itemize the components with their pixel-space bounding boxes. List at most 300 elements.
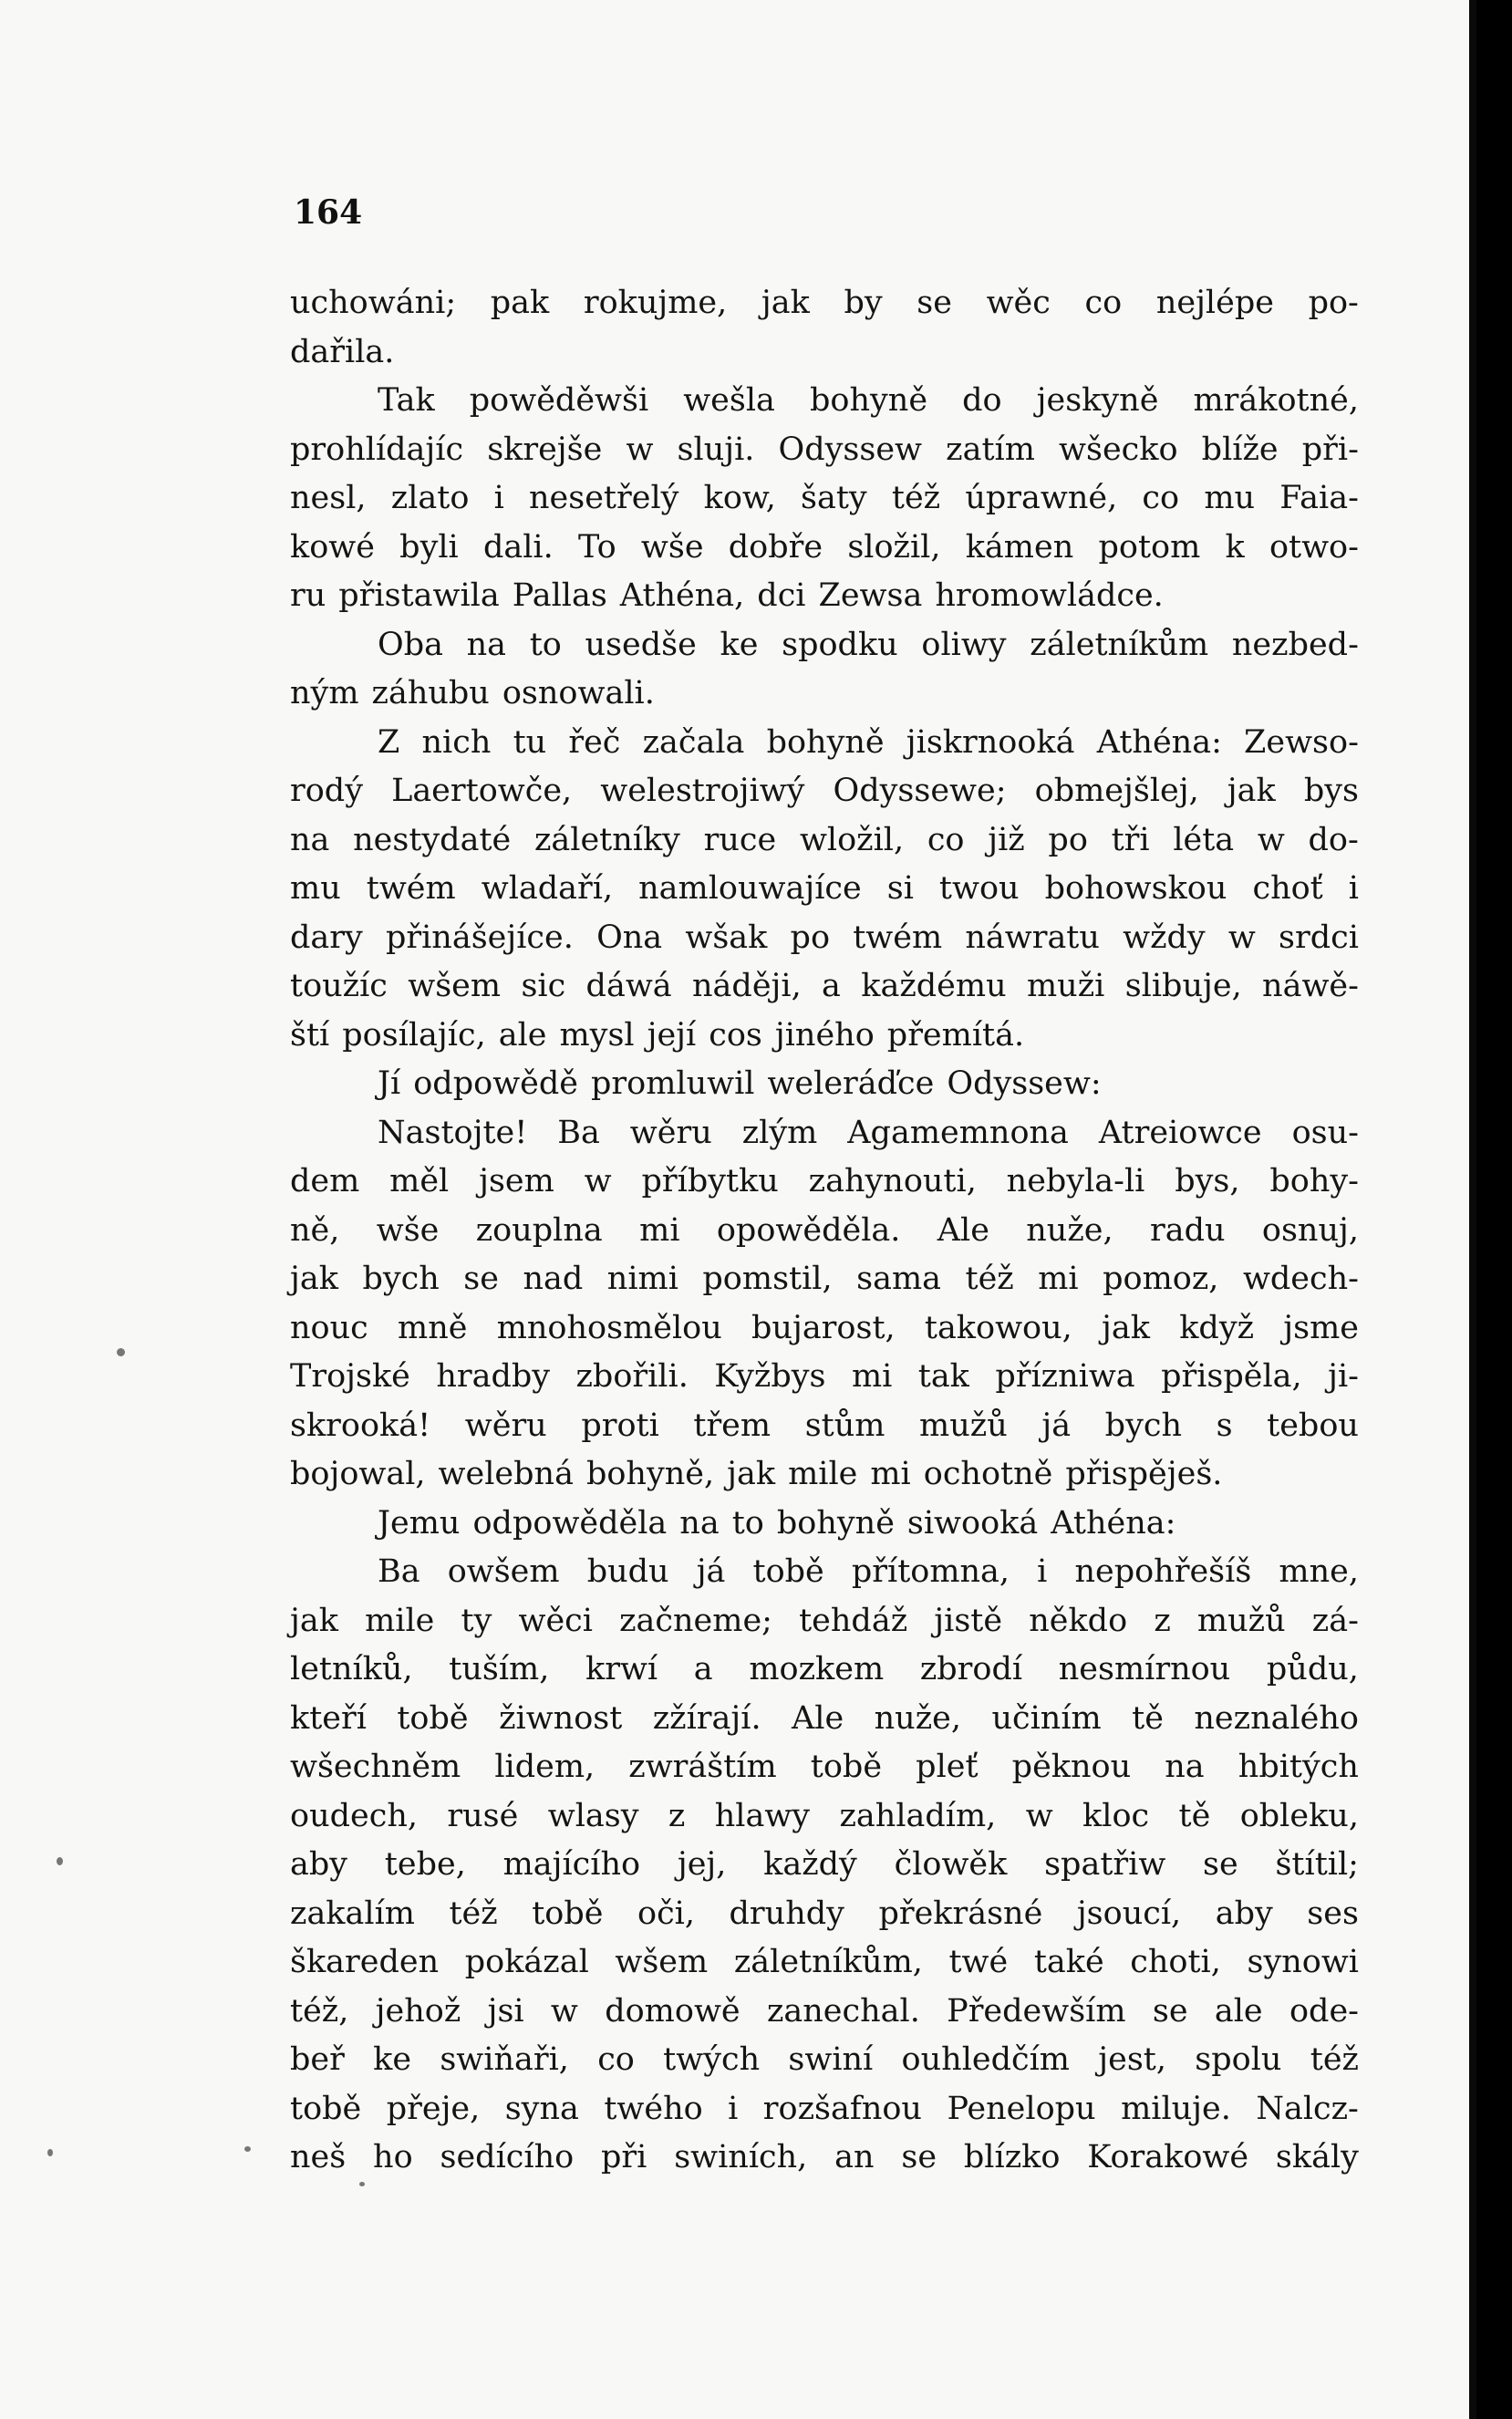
word: přispěješ. xyxy=(1065,1456,1223,1492)
word: owšem xyxy=(447,1553,560,1590)
word: ale xyxy=(1214,1992,1263,2030)
word: swiních, xyxy=(674,2139,808,2175)
word: stům xyxy=(804,1407,885,1444)
word: každý xyxy=(763,1846,857,1883)
word: bych xyxy=(362,1261,440,1297)
word: úprawné, xyxy=(965,480,1118,516)
word: při xyxy=(601,2139,647,2175)
word: skrooká! xyxy=(290,1407,431,1444)
word: na xyxy=(466,626,507,663)
word: bujarost, xyxy=(751,1309,896,1346)
word: jsi xyxy=(487,1992,524,2030)
word: ale xyxy=(498,1016,547,1054)
word: dáwá xyxy=(585,968,672,1004)
word: pomoz, xyxy=(1103,1261,1219,1297)
word: již xyxy=(988,821,1025,858)
word: Odyssew xyxy=(778,431,923,468)
text-line xyxy=(290,1743,1359,1792)
word: synowi xyxy=(1247,1944,1359,1980)
word: mu xyxy=(1204,480,1256,516)
word: sedícího xyxy=(440,2139,575,2175)
word: žiwnost xyxy=(499,1699,623,1737)
word: nesetřelý xyxy=(529,480,679,516)
text-line xyxy=(290,719,1359,768)
word: domowě xyxy=(605,1992,740,2030)
word: aby xyxy=(1215,1895,1273,1932)
word: přemítá. xyxy=(886,1016,1025,1054)
word: Korakowé xyxy=(1087,2139,1249,2175)
word: třem xyxy=(693,1407,772,1444)
text-line xyxy=(290,1695,1359,1744)
word: ru xyxy=(290,577,326,614)
word: sluji. xyxy=(677,431,755,468)
word: i xyxy=(1348,870,1359,907)
word: Kyžbys xyxy=(714,1358,826,1395)
word: ouhledčím xyxy=(901,2041,1070,2078)
word: učiním xyxy=(991,1699,1102,1737)
word: wěru xyxy=(629,1114,712,1151)
paper-speck xyxy=(57,1857,63,1865)
word: složil, xyxy=(847,528,941,566)
word: mrákotné, xyxy=(1193,382,1359,419)
text-line xyxy=(290,524,1359,573)
word: ští xyxy=(290,1016,330,1054)
word: se xyxy=(1152,1992,1188,2030)
word: někdo xyxy=(1029,1602,1128,1639)
word: zouplna xyxy=(475,1211,603,1249)
word: při- xyxy=(1301,431,1359,468)
word: se xyxy=(917,285,952,321)
word: její xyxy=(647,1016,697,1054)
word: Athéna: xyxy=(1096,723,1222,761)
word: Zewsa xyxy=(818,577,923,614)
word: mi xyxy=(851,1358,893,1395)
word: wše xyxy=(376,1211,440,1249)
word: tobě xyxy=(532,1895,604,1932)
word: nad xyxy=(523,1261,584,1297)
word: nuže, xyxy=(1026,1211,1113,1249)
word: jak xyxy=(1102,1309,1150,1346)
word: Oba xyxy=(378,626,443,663)
word: w xyxy=(550,1992,578,2030)
word: se xyxy=(463,1261,499,1297)
word: začala xyxy=(642,723,745,761)
word: wěru xyxy=(464,1407,547,1444)
word: mysl xyxy=(559,1016,635,1054)
word: spolu xyxy=(1195,2041,1282,2078)
word: promluwil xyxy=(590,1065,755,1102)
word: přinášejíce. xyxy=(385,919,574,956)
word: záletníkům, xyxy=(733,1944,923,1980)
word: usedše xyxy=(585,626,697,663)
word: Nastojte! xyxy=(378,1114,528,1151)
word: oči, xyxy=(637,1895,695,1932)
page-edge-rule xyxy=(1469,0,1476,2419)
word: toužíc xyxy=(290,968,388,1004)
word: otwo- xyxy=(1269,528,1359,566)
word: do- xyxy=(1308,821,1359,858)
word: též xyxy=(1310,2041,1359,2078)
word: jak xyxy=(290,1261,338,1297)
word: přeje, xyxy=(386,2090,481,2127)
word: Ona xyxy=(596,919,663,956)
word: tebe, xyxy=(384,1846,466,1883)
word: tuším, xyxy=(449,1651,550,1687)
word: an xyxy=(834,2139,875,2175)
text-line xyxy=(290,1938,1359,1988)
text-line xyxy=(290,1304,1359,1354)
text-line xyxy=(290,962,1359,1012)
word: mužů xyxy=(919,1407,1008,1444)
word: mile xyxy=(788,1456,858,1492)
word: rusé xyxy=(447,1797,519,1834)
word: wšechněm xyxy=(290,1749,461,1785)
word: twého xyxy=(604,2090,703,2127)
word: půdu, xyxy=(1266,1651,1359,1687)
word: twých xyxy=(663,2041,761,2078)
text-line xyxy=(290,1646,1359,1695)
word: Agamemnona xyxy=(847,1114,1069,1151)
word: co xyxy=(1084,285,1123,321)
word: swiní xyxy=(788,2041,874,2078)
word: Z xyxy=(378,723,400,761)
word: Jemu xyxy=(378,1504,461,1542)
word: se xyxy=(901,2139,937,2175)
word: mnohosmělou xyxy=(496,1309,722,1346)
word: muži xyxy=(1026,968,1105,1004)
word: wše xyxy=(640,528,704,566)
text-line xyxy=(290,1109,1359,1158)
word: osnowali. xyxy=(502,675,655,711)
word: opowěděla. xyxy=(716,1211,901,1249)
word: zahladím, xyxy=(839,1797,997,1834)
word: budu xyxy=(586,1553,669,1590)
word: Ba xyxy=(378,1553,420,1590)
word: zlým xyxy=(741,1114,818,1151)
word: překrásné xyxy=(878,1895,1043,1932)
word: přítomna, xyxy=(851,1553,1010,1590)
word: mozkem xyxy=(749,1651,885,1687)
word: štítil; xyxy=(1275,1846,1359,1883)
text-line xyxy=(290,767,1359,816)
word: swiňaři, xyxy=(440,2041,569,2078)
text-line xyxy=(290,865,1359,914)
word: jsme xyxy=(1283,1309,1359,1346)
text-line xyxy=(290,621,1359,670)
word: zwráštím xyxy=(628,1749,777,1785)
word: škareden xyxy=(290,1944,440,1980)
word: spatřiw xyxy=(1044,1846,1166,1883)
word: wěc xyxy=(986,285,1051,321)
word: též xyxy=(891,480,941,516)
word: i xyxy=(493,480,504,516)
word: kteří xyxy=(290,1699,367,1737)
word: Trojské xyxy=(290,1358,410,1395)
word: dary xyxy=(290,919,363,956)
word: jak xyxy=(761,285,810,321)
word: krwí xyxy=(585,1651,658,1687)
word: ty xyxy=(461,1602,492,1639)
word: wšak xyxy=(685,919,768,956)
word: jehož xyxy=(375,1992,461,2030)
text-line xyxy=(290,377,1359,426)
word: přistawila xyxy=(338,577,500,614)
word: cos xyxy=(709,1016,762,1054)
word: rodý xyxy=(290,773,363,809)
word: léta xyxy=(1173,821,1235,858)
word: nezbed- xyxy=(1231,626,1359,663)
paper-speck xyxy=(244,2146,251,2152)
word: nouc xyxy=(290,1309,368,1346)
word: wždy xyxy=(1123,919,1206,956)
word: osnuj, xyxy=(1261,1211,1359,1249)
word: ke xyxy=(373,2041,412,2078)
word: Nalcz- xyxy=(1256,2090,1359,2127)
word: ným xyxy=(290,675,359,711)
word: tobě xyxy=(397,1699,469,1737)
word: dali. xyxy=(482,528,554,566)
text-line xyxy=(290,1207,1359,1256)
word: ruce xyxy=(703,821,777,858)
word: do xyxy=(962,382,1002,419)
word: nimi xyxy=(606,1261,678,1297)
word: Ale xyxy=(792,1699,844,1737)
text-line xyxy=(290,1500,1359,1549)
text-line xyxy=(290,1841,1359,1890)
word: bys xyxy=(1303,773,1359,809)
word: twou xyxy=(938,870,1020,907)
word: mně xyxy=(398,1309,468,1346)
word: Tak xyxy=(378,382,435,419)
page-number: 164 xyxy=(294,193,363,232)
word: Laertowče, xyxy=(391,773,573,809)
word: pěknou xyxy=(1011,1749,1132,1785)
word: Jí xyxy=(378,1065,401,1102)
word: jsoucí, xyxy=(1076,1895,1182,1932)
word: rokujme, xyxy=(583,285,728,321)
word: záletníky xyxy=(533,821,680,858)
word: dařila. xyxy=(290,333,395,370)
word: to xyxy=(731,1504,764,1542)
word: radu xyxy=(1149,1211,1226,1249)
word: Atreiowce xyxy=(1098,1114,1262,1151)
word: ji- xyxy=(1328,1358,1359,1395)
word: Odyssewe; xyxy=(833,773,1007,809)
word: sama xyxy=(856,1261,942,1297)
word: choť xyxy=(1252,870,1323,907)
word: Ale xyxy=(937,1211,989,1249)
word: též, xyxy=(290,1992,349,2030)
word: mi xyxy=(639,1211,680,1249)
word: skrejše xyxy=(487,431,603,468)
word: též xyxy=(965,1261,1014,1297)
word: po- xyxy=(1308,285,1359,321)
word: náwě- xyxy=(1262,968,1359,1004)
text-line xyxy=(290,2085,1359,2134)
word: prohlídajíc xyxy=(290,431,464,468)
text-line xyxy=(290,1012,1359,1061)
word: co xyxy=(1142,480,1180,516)
word: dobře xyxy=(728,528,823,566)
word: co xyxy=(927,821,965,858)
word: welebná xyxy=(438,1456,574,1492)
word: tři xyxy=(1111,821,1150,858)
word: a xyxy=(822,968,841,1004)
word: řeč xyxy=(568,723,621,761)
word: také xyxy=(1033,1944,1104,1980)
word: i xyxy=(1037,1553,1048,1590)
word: bohyně xyxy=(809,382,928,419)
word: w xyxy=(1025,1797,1053,1834)
word: wšecko xyxy=(1059,431,1178,468)
word: tebou xyxy=(1267,1407,1359,1444)
word: obleku, xyxy=(1239,1797,1359,1834)
word: se xyxy=(1203,1846,1238,1883)
word: bych xyxy=(1104,1407,1182,1444)
word: náwratu xyxy=(965,919,1100,956)
word: w xyxy=(584,1163,612,1199)
word: ses xyxy=(1307,1895,1359,1932)
word: dem xyxy=(290,1163,360,1199)
word: si xyxy=(886,870,914,907)
word: hbitých xyxy=(1238,1749,1359,1785)
word: bys, xyxy=(1175,1163,1240,1199)
word: nuže, xyxy=(874,1699,962,1737)
word: též xyxy=(449,1895,498,1932)
word: z xyxy=(1154,1602,1171,1639)
text-line xyxy=(290,1792,1359,1842)
word: Odyssew: xyxy=(947,1065,1102,1102)
word: pleť xyxy=(916,1749,979,1785)
word: wšem xyxy=(615,1944,709,1980)
word: nepohřešíš xyxy=(1074,1553,1252,1590)
word: bohyně xyxy=(766,723,885,761)
word: na xyxy=(679,1504,720,1542)
text-line xyxy=(290,816,1359,866)
word: twé xyxy=(948,1944,1009,1980)
text-line xyxy=(290,1402,1359,1451)
word: Pallas xyxy=(512,577,607,614)
word: já xyxy=(1041,1407,1072,1444)
word: aby xyxy=(290,1846,348,1883)
word: zahynouti, xyxy=(808,1163,977,1199)
word: blízko xyxy=(963,2139,1061,2175)
text-line xyxy=(290,474,1359,524)
word: nejlépe xyxy=(1155,285,1274,321)
word: osu- xyxy=(1291,1114,1359,1151)
word: hlawy xyxy=(714,1797,811,1834)
word: k xyxy=(1225,528,1245,566)
word: tu xyxy=(513,723,547,761)
word: jistě xyxy=(934,1602,1003,1639)
text-line xyxy=(290,1548,1359,1597)
word: odpowědě xyxy=(413,1065,578,1102)
word: ode- xyxy=(1289,1992,1359,2030)
word: lidem, xyxy=(494,1749,595,1785)
word: zžírají. xyxy=(652,1699,761,1737)
word: každému xyxy=(861,968,1007,1004)
word: byli xyxy=(399,528,459,566)
word: wšem xyxy=(408,968,502,1004)
text-line xyxy=(290,328,1359,378)
word: zbrodí xyxy=(919,1651,1023,1687)
word: nesl, xyxy=(290,480,367,516)
word: wdech- xyxy=(1242,1261,1359,1297)
word: přízniwa xyxy=(995,1358,1135,1395)
text-line xyxy=(290,572,1359,621)
word: blíže xyxy=(1201,431,1279,468)
word: po xyxy=(790,919,831,956)
word: i xyxy=(728,2090,739,2127)
word: wěci xyxy=(518,1602,593,1639)
word: w xyxy=(1257,821,1285,858)
word: odpowěděla xyxy=(472,1504,668,1542)
word: dci xyxy=(757,577,806,614)
word: oudech, xyxy=(290,1797,418,1834)
word: člowěk xyxy=(894,1846,1008,1883)
word: jiskrnooká xyxy=(906,723,1075,761)
text-line xyxy=(290,2036,1359,2085)
word: Athéna: xyxy=(1051,1504,1176,1542)
text-line xyxy=(290,670,1359,719)
word: oliwy xyxy=(921,626,1007,663)
text-line xyxy=(290,1890,1359,1939)
word: tě xyxy=(1178,1797,1211,1834)
text-line xyxy=(290,1988,1359,2037)
word: uchowáni; xyxy=(290,285,457,321)
word: miluje. xyxy=(1121,2090,1231,2127)
word: kowé xyxy=(290,528,375,566)
word: nestydaté xyxy=(353,821,512,858)
word: měl xyxy=(389,1163,450,1199)
word: wložil, xyxy=(799,821,905,858)
word: mile xyxy=(365,1602,435,1639)
word: twém xyxy=(366,870,456,907)
text-line xyxy=(290,426,1359,475)
word: nesmírnou xyxy=(1058,1651,1231,1687)
paper-speck xyxy=(359,2182,365,2186)
word: jiného xyxy=(774,1016,875,1054)
word: siwooká xyxy=(906,1504,1039,1542)
word: obmejšlej, xyxy=(1034,773,1199,809)
text-line xyxy=(290,1158,1359,1207)
word: namlouwajíce xyxy=(638,870,862,907)
word: kow, xyxy=(703,480,776,516)
word: záhubu xyxy=(371,675,490,711)
word: To xyxy=(577,528,616,566)
word: slibuje, xyxy=(1124,968,1242,1004)
word: z xyxy=(668,1797,686,1834)
word: bojowal, xyxy=(290,1456,426,1492)
word: posílajíc, xyxy=(342,1016,486,1054)
word: kámen xyxy=(965,528,1074,566)
word: choti, xyxy=(1130,1944,1221,1980)
word: zbořili. xyxy=(575,1358,689,1395)
word: takowou, xyxy=(924,1309,1072,1346)
word: tobě xyxy=(810,1749,883,1785)
word: s xyxy=(1216,1407,1233,1444)
word: to xyxy=(529,626,562,663)
word: sic xyxy=(521,968,566,1004)
word: Penelopu xyxy=(947,2090,1096,2127)
text-line xyxy=(290,2133,1359,2183)
word: powěděwši xyxy=(469,382,649,419)
paper-speck xyxy=(47,2149,53,2156)
word: jest, xyxy=(1098,2041,1166,2078)
word: já xyxy=(696,1553,726,1590)
word: syna xyxy=(504,2090,579,2127)
word: Faia- xyxy=(1279,480,1359,516)
